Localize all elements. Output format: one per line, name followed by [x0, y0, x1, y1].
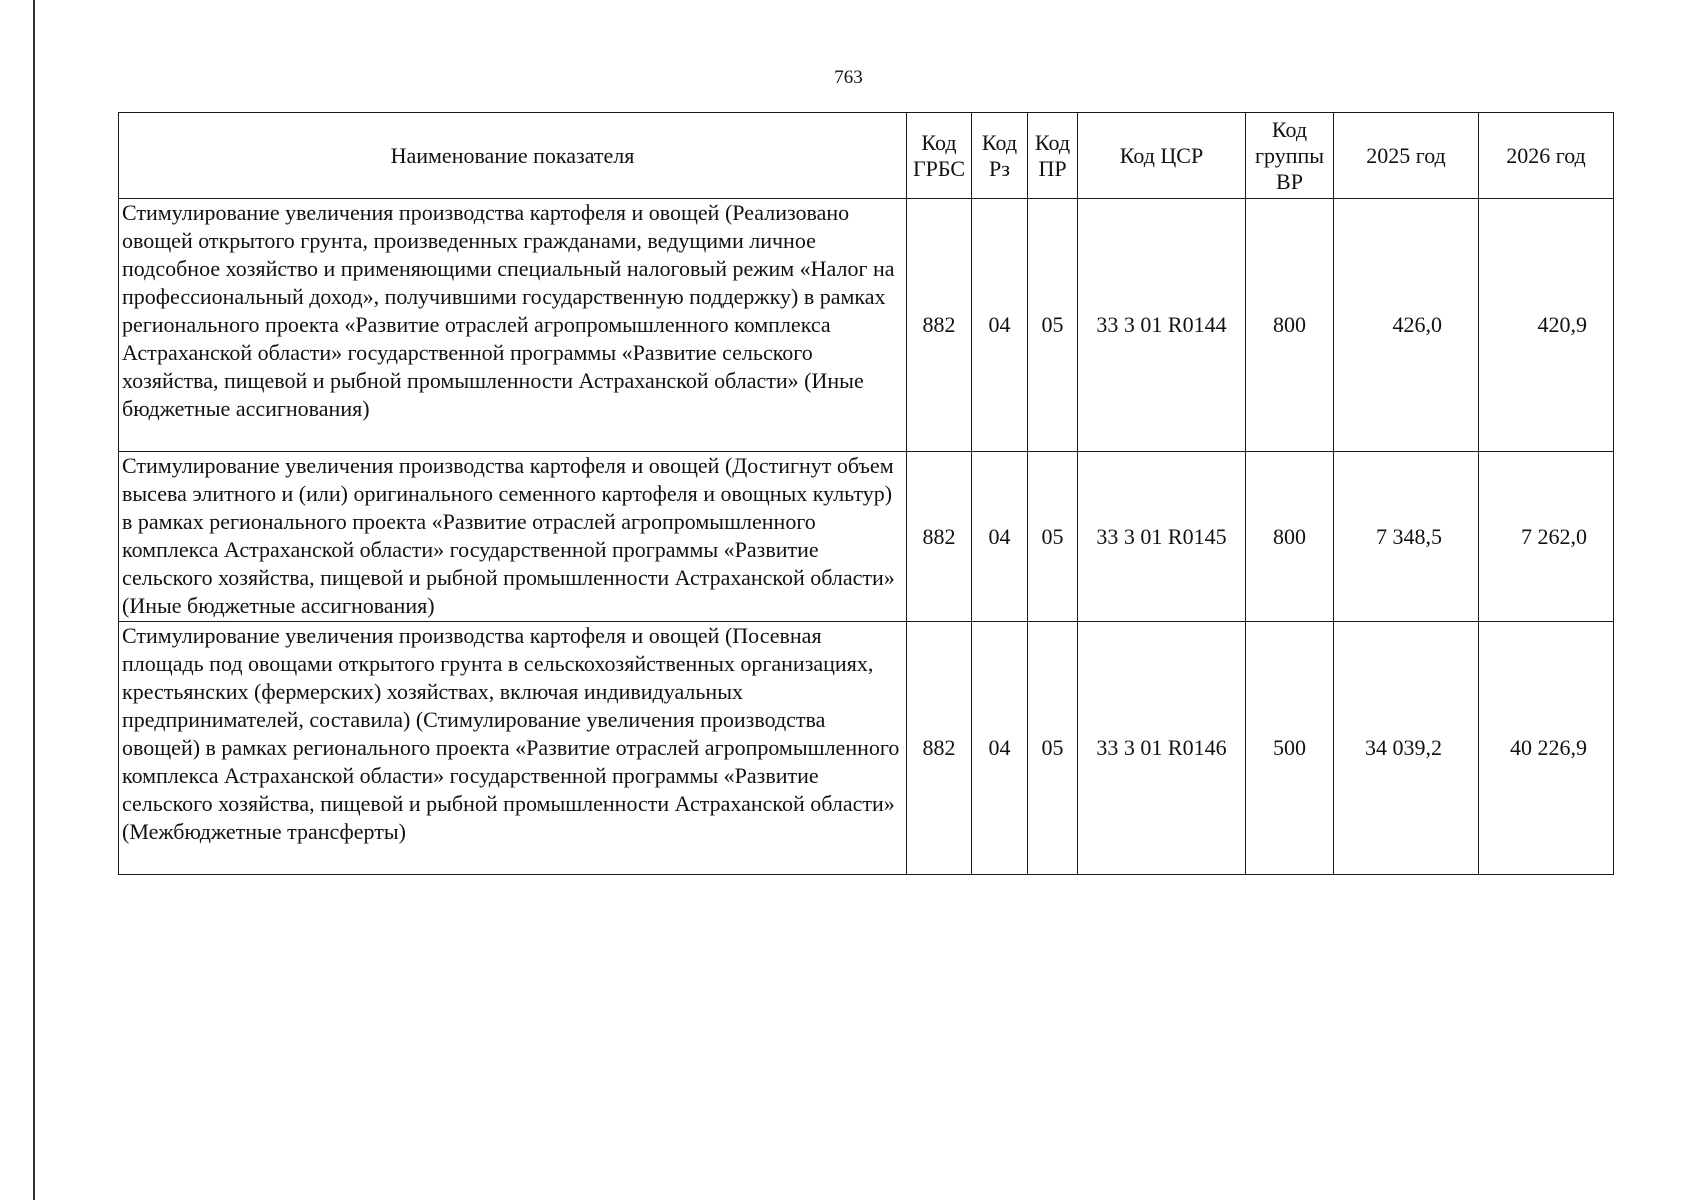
- table-row: [119, 622, 1614, 875]
- row-pr-cell: 05: [1028, 452, 1078, 622]
- table-header-row: [119, 113, 1614, 199]
- table-row: [119, 452, 1614, 622]
- row-name-cell: Стимулирование увеличения производства картофеля и овощей (Достигнут объем высева элитного и (или) оригинального семенного картофеля и овощных культур) в рамках регионального проекта «Развитие отраслей агропромышленного комплекса Астраханской области» государственной программы «Развитие сельского хозяйства, пищевой и рыбной промышленности Астраханской области» (Иные бюджетные ассигнования): [119, 452, 907, 622]
- row-pr-cell: 05: [1028, 199, 1078, 452]
- row-rz-cell: 04: [972, 452, 1028, 622]
- row-grbs-cell: 882: [907, 452, 972, 622]
- row-grbs-cell: 882: [907, 622, 972, 875]
- row-rz-cell: 04: [972, 622, 1028, 875]
- row-vr-cell: 500: [1246, 622, 1334, 875]
- row-csr-cell: 33 3 01 R0145: [1078, 452, 1246, 622]
- page-number: 763: [834, 67, 863, 88]
- row-csr-cell: 33 3 01 R0146: [1078, 622, 1246, 875]
- header-csr: Код ЦСР: [1078, 113, 1246, 199]
- row-2026-cell: 7 262,0: [1479, 452, 1614, 622]
- row-pr-cell: 05: [1028, 622, 1078, 875]
- header-vr: Код группы ВР: [1246, 113, 1334, 199]
- row-2026-cell: 40 226,9: [1479, 622, 1614, 875]
- row-2025-cell: 7 348,5: [1334, 452, 1479, 622]
- row-2025-cell: 34 039,2: [1334, 622, 1479, 875]
- row-name-cell: Стимулирование увеличения производства картофеля и овощей (Посевная площадь под овощами открытого грунта в сельскохозяйственных организациях, крестьянских (фермерских) хозяйствах, включая индивидуальных предпринимателей, составила) (Стимулирование увеличения производства овощей) в рамках регионального проекта «Развитие отраслей агропромышленного комплекса Астраханской области» государственной программы «Развитие сельского хозяйства, пищевой и рыбной промышленности Астраханской области» (Межбюджетные трансферты): [119, 622, 907, 875]
- scan-left-margin-line: [33, 0, 35, 1200]
- header-name: Наименование показателя: [119, 113, 907, 199]
- header-grbs: Код ГРБС: [907, 113, 972, 199]
- row-grbs-cell: 882: [907, 199, 972, 452]
- row-2026-cell: 420,9: [1479, 199, 1614, 452]
- header-rz: Код Рз: [972, 113, 1028, 199]
- row-vr-cell: 800: [1246, 452, 1334, 622]
- row-rz-cell: 04: [972, 199, 1028, 452]
- header-pr: Код ПР: [1028, 113, 1078, 199]
- row-csr-cell: 33 3 01 R0144: [1078, 199, 1246, 452]
- row-name-cell: Стимулирование увеличения производства картофеля и овощей (Реализовано овощей открытого грунта, произведенных гражданами, ведущими личное подсобное хозяйство и применяющими специальный налоговый режим «Налог на профессиональный доход», получившими государственную поддержку) в рамках регионального проекта «Развитие отраслей агропромышленного комплекса Астраханской области» государственной программы «Развитие сельского хозяйства, пищевой и рыбной промышленности Астраханской области» (Иные бюджетные ассигнования): [119, 199, 907, 452]
- header-2025: 2025 год: [1334, 113, 1479, 199]
- row-vr-cell: 800: [1246, 199, 1334, 452]
- budget-table: [118, 112, 1614, 875]
- row-2025-cell: 426,0: [1334, 199, 1479, 452]
- table-row: [119, 199, 1614, 452]
- header-2026: 2026 год: [1479, 113, 1614, 199]
